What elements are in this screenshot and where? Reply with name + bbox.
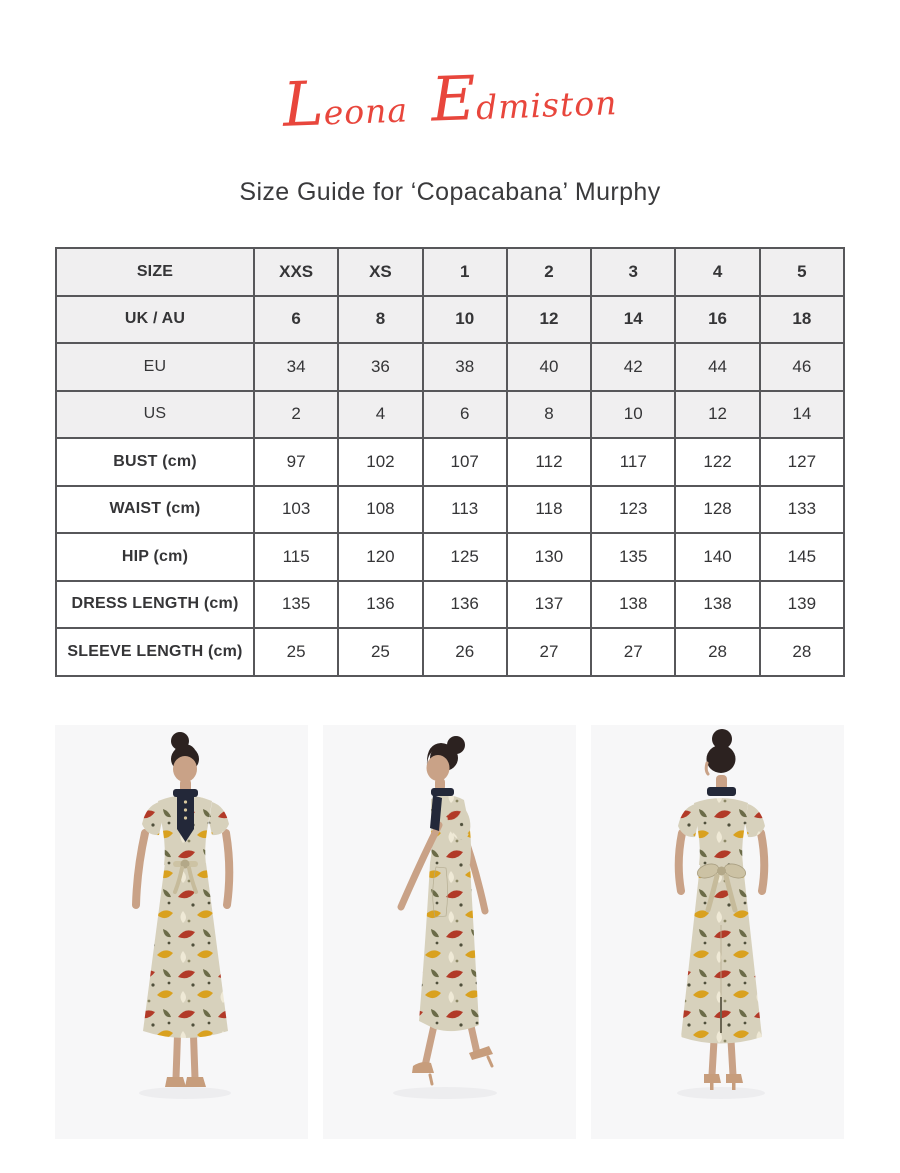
size-cell: 137 xyxy=(507,581,591,629)
size-cell: 25 xyxy=(254,628,338,676)
size-cell: 16 xyxy=(675,296,759,344)
size-cell: 26 xyxy=(423,628,507,676)
size-cell: 44 xyxy=(675,343,759,391)
size-cell: 127 xyxy=(760,438,844,486)
size-cell: 12 xyxy=(675,391,759,439)
size-cell: 130 xyxy=(507,533,591,581)
size-cell: 122 xyxy=(675,438,759,486)
size-cell: 28 xyxy=(675,628,759,676)
table-row xyxy=(56,438,844,486)
size-cell: 115 xyxy=(254,533,338,581)
size-cell: XS xyxy=(338,248,422,296)
size-cell: 14 xyxy=(760,391,844,439)
row-label: US xyxy=(56,391,254,439)
size-cell: 6 xyxy=(423,391,507,439)
size-cell: 8 xyxy=(338,296,422,344)
brand-logo-word-1: Leona xyxy=(281,68,409,141)
size-cell: 40 xyxy=(507,343,591,391)
size-cell: 138 xyxy=(591,581,675,629)
model-illustration-side xyxy=(323,725,576,1139)
size-cell: 36 xyxy=(338,343,422,391)
size-cell: 5 xyxy=(760,248,844,296)
size-table xyxy=(55,247,845,677)
size-cell: 133 xyxy=(760,486,844,534)
size-cell: 6 xyxy=(254,296,338,344)
product-photo-front xyxy=(55,725,308,1139)
size-cell: 102 xyxy=(338,438,422,486)
size-cell: 27 xyxy=(591,628,675,676)
table-row xyxy=(56,533,844,581)
size-cell: 128 xyxy=(675,486,759,534)
size-cell: 3 xyxy=(591,248,675,296)
size-cell: 125 xyxy=(423,533,507,581)
size-cell: XXS xyxy=(254,248,338,296)
size-cell: 12 xyxy=(507,296,591,344)
table-row xyxy=(56,581,844,629)
product-photo-side xyxy=(323,725,576,1139)
product-photo-back xyxy=(591,725,844,1139)
size-cell: 18 xyxy=(760,296,844,344)
size-cell: 42 xyxy=(591,343,675,391)
size-cell: 14 xyxy=(591,296,675,344)
size-cell: 136 xyxy=(338,581,422,629)
row-label: EU xyxy=(56,343,254,391)
size-table-body xyxy=(56,248,844,676)
header xyxy=(0,0,900,150)
product-photos xyxy=(55,725,845,1139)
table-row xyxy=(56,486,844,534)
size-cell: 139 xyxy=(760,581,844,629)
size-cell: 108 xyxy=(338,486,422,534)
row-label: BUST (cm) xyxy=(56,438,254,486)
row-label: SIZE xyxy=(56,248,254,296)
size-cell: 135 xyxy=(591,533,675,581)
size-cell: 138 xyxy=(675,581,759,629)
size-cell: 103 xyxy=(254,486,338,534)
model-illustration-front xyxy=(55,725,308,1139)
size-cell: 135 xyxy=(254,581,338,629)
size-cell: 27 xyxy=(507,628,591,676)
row-label: HIP (cm) xyxy=(56,533,254,581)
size-cell: 2 xyxy=(507,248,591,296)
table-row xyxy=(56,628,844,676)
row-label: DRESS LENGTH (cm) xyxy=(56,581,254,629)
size-cell: 97 xyxy=(254,438,338,486)
size-cell: 46 xyxy=(760,343,844,391)
brand-logo-word-2: Edmiston xyxy=(429,63,618,136)
size-cell: 107 xyxy=(423,438,507,486)
table-row xyxy=(56,343,844,391)
table-row xyxy=(56,391,844,439)
brand-logo xyxy=(275,48,625,161)
row-label: UK / AU xyxy=(56,296,254,344)
size-cell: 10 xyxy=(591,391,675,439)
size-cell: 10 xyxy=(423,296,507,344)
row-label: SLEEVE LENGTH (cm) xyxy=(56,628,254,676)
size-cell: 112 xyxy=(507,438,591,486)
size-cell: 113 xyxy=(423,486,507,534)
size-cell: 28 xyxy=(760,628,844,676)
size-cell: 118 xyxy=(507,486,591,534)
size-cell: 123 xyxy=(591,486,675,534)
model-illustration-back xyxy=(591,725,844,1139)
size-cell: 4 xyxy=(675,248,759,296)
size-cell: 2 xyxy=(254,391,338,439)
size-cell: 140 xyxy=(675,533,759,581)
page-title: Size Guide for ‘Copacabana’ Murphy xyxy=(239,178,661,206)
size-cell: 117 xyxy=(591,438,675,486)
table-row xyxy=(56,296,844,344)
size-cell: 38 xyxy=(423,343,507,391)
size-cell: 4 xyxy=(338,391,422,439)
size-cell: 136 xyxy=(423,581,507,629)
size-cell: 8 xyxy=(507,391,591,439)
size-table-wrap xyxy=(55,247,845,677)
size-cell: 145 xyxy=(760,533,844,581)
size-cell: 120 xyxy=(338,533,422,581)
row-label: WAIST (cm) xyxy=(56,486,254,534)
size-cell: 25 xyxy=(338,628,422,676)
size-cell: 1 xyxy=(423,248,507,296)
table-row xyxy=(56,248,844,296)
size-cell: 34 xyxy=(254,343,338,391)
